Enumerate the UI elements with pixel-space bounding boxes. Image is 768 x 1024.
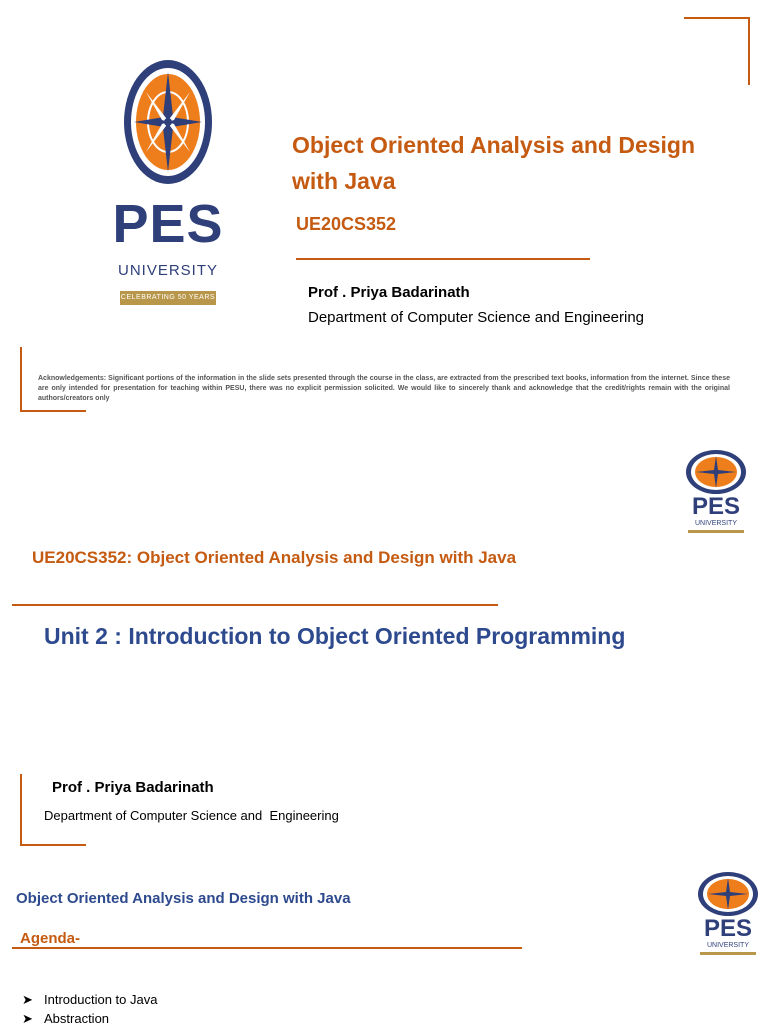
- pes-logo-name: PES: [691, 493, 741, 520]
- corner-bracket-top: [684, 17, 750, 19]
- pes-logo: [112, 58, 224, 310]
- prof-bracket-left: [20, 774, 22, 846]
- agenda-list: [22, 990, 157, 1024]
- pes-logo-subtitle: UNIVERSITY: [694, 520, 737, 527]
- pes-logo-small: [684, 448, 748, 532]
- acknowledgement-text: Acknowledgements: Significant portions of the information in the slide sets presented through the course in the class, are extracted from the prescribed text books, information from the internet. Since these are only intended for presentation for teaching within PESU, there was no explicit permission solicited. We would like to sincerely thank and acknowledge that the credit/rights remain with the original authors/creators only: [38, 375, 730, 402]
- compass-emblem-icon: [112, 58, 224, 188]
- ack-bracket-bottom: [20, 410, 86, 412]
- course-divider: [12, 604, 498, 606]
- arrow-bullet-icon: ➤: [22, 1011, 33, 1024]
- compass-emblem-icon: [684, 448, 748, 496]
- prof-bracket-bottom: [20, 844, 86, 846]
- course-title: UE20CS352: Object Oriented Analysis and Design with Java: [32, 548, 517, 567]
- corner-bracket-right: [748, 17, 750, 85]
- slide-title-line2: with Java: [292, 168, 396, 194]
- pes-logo-subtitle: UNIVERSITY: [706, 942, 749, 949]
- pes-logo-name: PES: [112, 194, 224, 254]
- slide-header: Object Oriented Analysis and Design with Java: [16, 890, 351, 907]
- agenda-item-label: Abstraction: [44, 1011, 110, 1024]
- agenda-item-label: Introduction to Java: [44, 992, 158, 1007]
- pes-logo-tagline-bar: [700, 952, 756, 955]
- compass-emblem-icon: [696, 870, 760, 918]
- pes-logo-tagline-bar: [688, 530, 744, 533]
- course-code: UE20CS352: [296, 214, 397, 234]
- slide-2: [0, 440, 768, 858]
- department-name: Department of Computer Science and Engineering: [44, 808, 339, 823]
- pes-logo-subtitle: UNIVERSITY: [117, 262, 218, 279]
- list-item: [22, 990, 157, 1009]
- agenda-title: Agenda-: [20, 930, 80, 947]
- list-item: [22, 1009, 157, 1024]
- slide-title-line1: Object Oriented Analysis and Design: [292, 132, 696, 158]
- pes-logo-name: PES: [703, 915, 753, 942]
- agenda-divider: [12, 947, 522, 949]
- slide-3: [0, 860, 768, 1024]
- professor-name: Prof . Priya Badarinath: [52, 779, 214, 796]
- arrow-bullet-icon: ➤: [22, 992, 33, 1007]
- ack-bracket-left: [20, 347, 22, 412]
- unit-title: Unit 2 : Introduction to Object Oriented Programming: [44, 623, 626, 649]
- department-name: Department of Computer Science and Engineering: [308, 309, 645, 326]
- slide-1: [0, 0, 768, 430]
- pes-logo-small: [696, 870, 760, 954]
- title-divider: [296, 258, 590, 260]
- professor-name: Prof . Priya Badarinath: [308, 284, 470, 301]
- pes-logo-tagline: CELEBRATING 50 YEARS: [120, 291, 216, 305]
